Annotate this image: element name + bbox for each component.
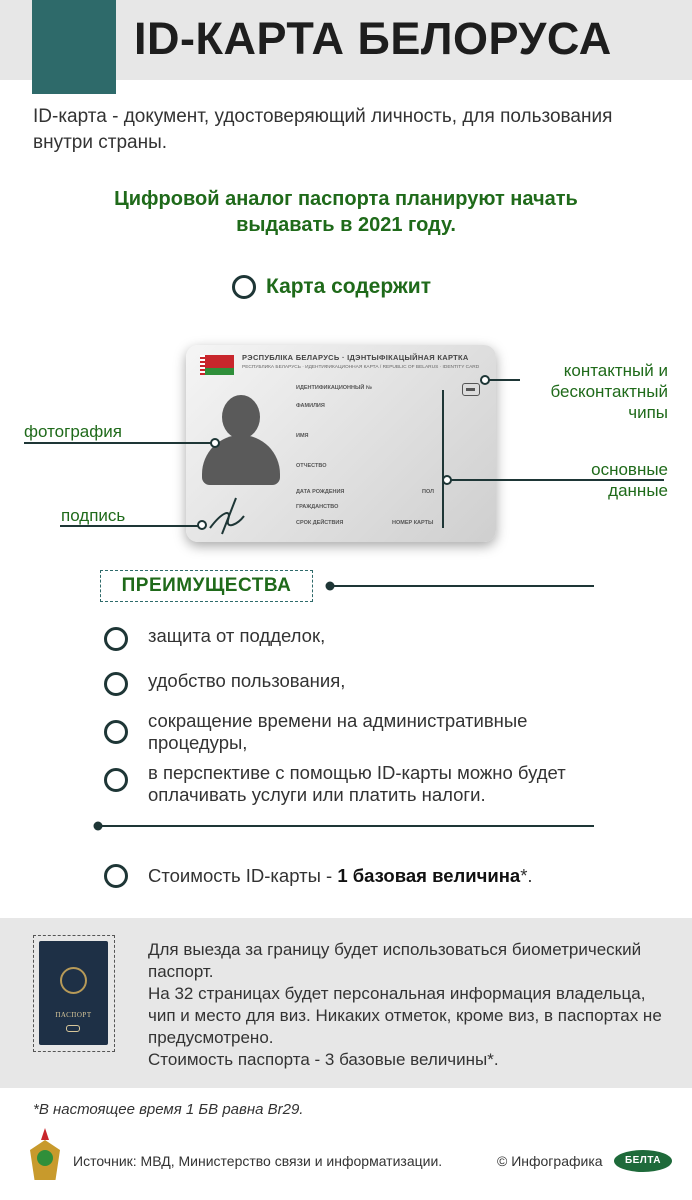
annotation-data: основные данные xyxy=(591,460,668,500)
passport-line-1: Для выезда за границу будет использоваться биометрический паспорт. xyxy=(148,940,642,981)
card-contains-label: Карта содержит xyxy=(266,275,431,298)
card-field-surname: ФАМИЛИЯ xyxy=(296,403,325,409)
card-subheader: РЕСПУБЛИКА БЕЛАРУСЬ · ИДЕНТИФИКАЦИОННАЯ КАРТА / REPUBLIC OF BELARUS · IDENTITY CARD xyxy=(242,365,480,370)
card-field-id-number: ИДЕНТИФИКАЦИОННЫЙ № xyxy=(296,385,372,391)
emblem-icon xyxy=(26,1126,64,1190)
annotation-photo: фотография xyxy=(24,422,122,441)
ring-bullet-icon xyxy=(104,864,128,888)
card-field-citizenship: ГРАЖДАНСТВО xyxy=(296,504,339,510)
passport-cover-text: ПАСПОРТ xyxy=(55,1011,92,1019)
card-field-name: ИМЯ xyxy=(296,433,309,439)
annotation-chips: контактный и бесконтактный чипы xyxy=(550,361,668,422)
header-accent-block xyxy=(32,0,116,94)
list-item: удобство пользования, xyxy=(104,670,664,696)
card-field-validity: СРОК ДЕЙСТВИЯ xyxy=(296,520,344,526)
passport-line-3: Стоимость паспорта - 3 базовые величины*. xyxy=(148,1050,499,1069)
id-card-illustration xyxy=(186,345,496,542)
passport-image-frame xyxy=(33,935,115,1052)
passport-cover xyxy=(39,941,108,1045)
copyright-text: © Инфографика xyxy=(497,1153,603,1169)
person-silhouette-body xyxy=(202,435,280,485)
ring-bullet-icon xyxy=(104,627,128,651)
belta-logo-icon: БЕЛТА xyxy=(614,1150,672,1172)
passport-info xyxy=(148,939,668,1071)
passport-line-2: На 32 страницах будет персональная информация владельца, чип и место для виз. Никаких отметок, кроме виз, в паспортах не предусмотрено. xyxy=(148,984,662,1047)
card-field-sex: ПОЛ xyxy=(422,489,434,495)
source-text: Источник: МВД, Министерство связи и информатизации. xyxy=(73,1153,443,1169)
highlight-line-2: выдавать в 2021 году. xyxy=(236,214,456,236)
advantages-heading-box xyxy=(100,570,313,602)
cost-text: Стоимость ID-карты - 1 базовая величина*. xyxy=(148,865,533,886)
ring-bullet-icon xyxy=(104,768,128,792)
list-item: в перспективе с помощью ID-карты можно будет оплачивать услуги или платить налоги. xyxy=(104,762,644,806)
ring-bullet-icon xyxy=(232,275,256,299)
chip-icon xyxy=(66,1025,80,1032)
card-field-card-number: НОМЕР КАРТЫ xyxy=(392,520,434,526)
advantages-title: ПРЕИМУЩЕСТВА xyxy=(121,575,292,596)
footnote: *В настоящее время 1 БВ равна Br29. xyxy=(33,1101,304,1118)
card-header: РЭСПУБЛІКА БЕЛАРУСЬ · ІДЭНТЫФІКАЦЫЙНАЯ КАРТКА xyxy=(242,353,469,362)
ring-bullet-icon xyxy=(104,720,128,744)
cost-value: 1 базовая величина xyxy=(337,865,521,886)
list-item: сокращение времени на административные процедуры, xyxy=(104,710,584,754)
list-item: защита от подделок, xyxy=(104,625,664,651)
card-contains-heading xyxy=(232,275,431,299)
highlight-line-1: Цифровой аналог паспорта планируют начать xyxy=(114,188,578,210)
highlight-text xyxy=(0,186,692,238)
flag-icon xyxy=(200,355,234,375)
page-title: ID-КАРТА БЕЛОРУСА xyxy=(134,13,612,64)
chip-icon xyxy=(462,383,480,396)
card-field-birth-date: ДАТА РОЖДЕНИЯ xyxy=(296,489,345,495)
card-field-patronymic: ОТЧЕСТВО xyxy=(296,463,327,469)
emblem-icon xyxy=(60,967,87,994)
id-card-cost xyxy=(104,864,533,888)
annotation-signature: подпись xyxy=(61,506,126,525)
ring-bullet-icon xyxy=(104,672,128,696)
person-silhouette-icon xyxy=(222,395,260,439)
intro-text: ID-карта - документ, удостоверяющий личность, для пользования внутри страны. xyxy=(33,106,613,153)
